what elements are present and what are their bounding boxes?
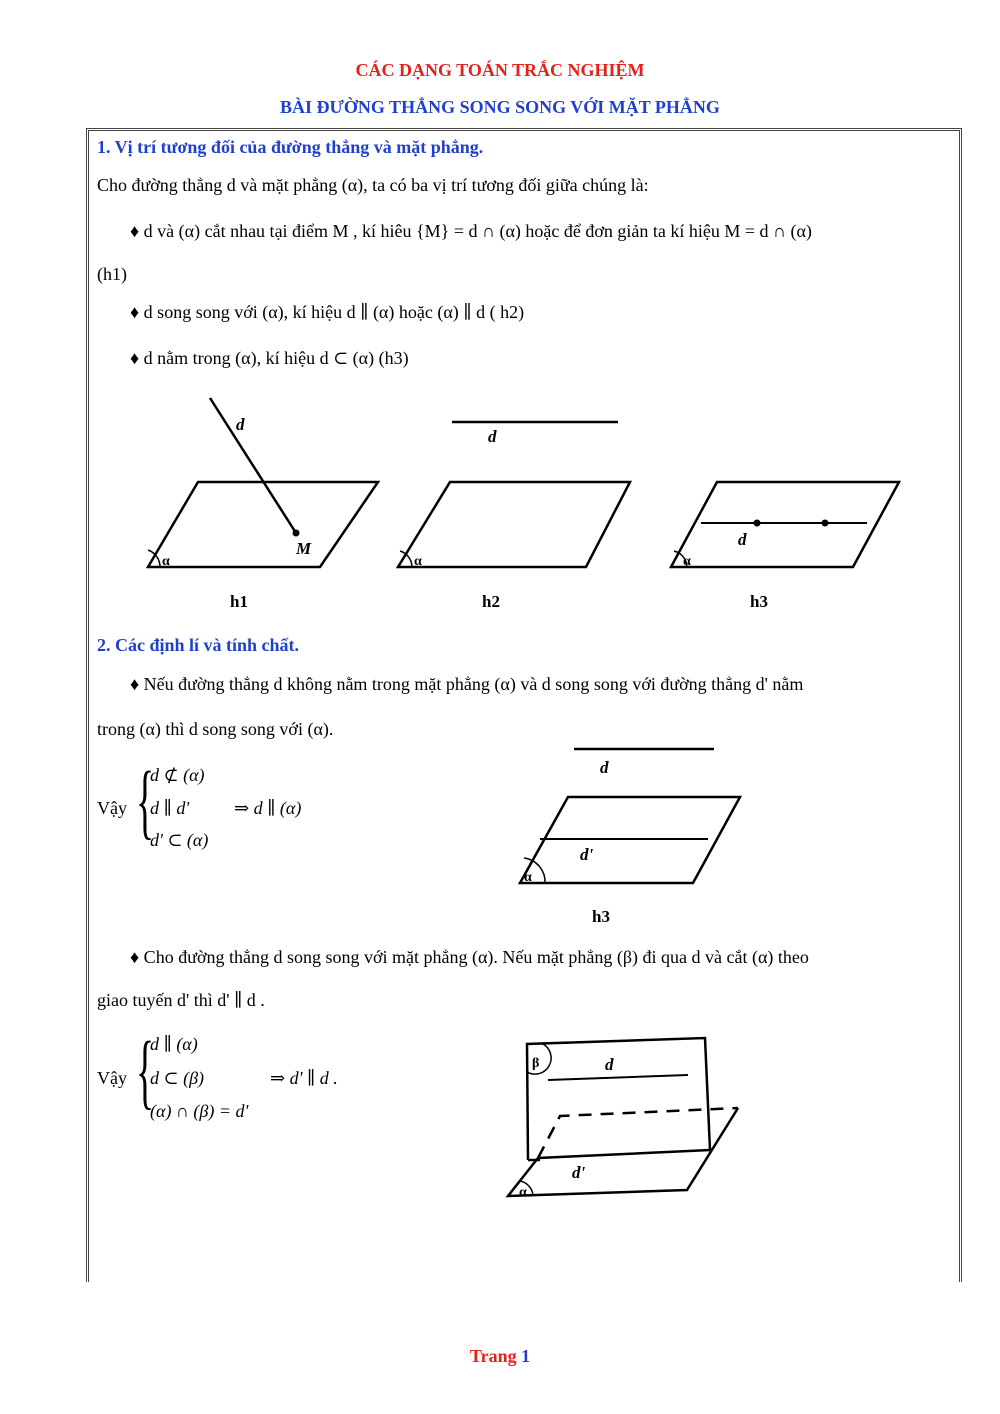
caption-fig4: h3 bbox=[592, 907, 610, 926]
label-d-fig4: d bbox=[600, 758, 609, 777]
theorem1-result: ⇒ d ∥ (α) bbox=[234, 798, 302, 818]
bullet-parallel: ♦ d song song với (α), kí hiệu d ∥ (α) hoặc (α) ∥ d ( h2) bbox=[130, 302, 525, 322]
label-d-fig5: d bbox=[605, 1055, 614, 1074]
label-alpha-fig4: α bbox=[524, 870, 532, 885]
label-alpha-fig5: α bbox=[519, 1185, 527, 1200]
figure-theorem1 bbox=[510, 740, 750, 890]
page-number: 1 bbox=[521, 1346, 531, 1366]
label-alpha-h1: α bbox=[162, 554, 170, 569]
page-subtitle: BÀI ĐƯỜNG THẲNG SONG SONG VỚI MẶT PHẲNG bbox=[280, 97, 720, 117]
page-footer bbox=[0, 1346, 1000, 1367]
bullet-intersect: ♦ d và (α) cắt nhau tại điểm M , kí hiêu {M} = d ∩ (α) hoặc để đơn giản ta kí hiệu M = d ∩ (α) bbox=[130, 221, 812, 241]
theorem1-cond-1: d ⊄ (α) bbox=[150, 765, 205, 785]
footer-label: Trang bbox=[469, 1346, 517, 1366]
figure-theorem2 bbox=[500, 1030, 750, 1205]
caption-h2: h2 bbox=[482, 592, 500, 611]
label-m-h1: M bbox=[296, 539, 312, 558]
section1-intro: Cho đường thẳng d và mặt phẳng (α), ta có ba vị trí tương đối giữa chúng là: bbox=[97, 175, 649, 195]
plane-alpha-h3 bbox=[671, 482, 899, 567]
figure-h3 bbox=[665, 472, 915, 582]
theorem2-vay: Vậy bbox=[97, 1068, 127, 1088]
theorem1-vay: Vậy bbox=[97, 798, 127, 818]
label-dprime-fig4: d' bbox=[580, 845, 594, 864]
theorem1-cond-2: d ∥ d' bbox=[150, 798, 190, 818]
label-d-h3: d bbox=[738, 530, 747, 549]
theorem2-cond-2: d ⊂ (β) bbox=[150, 1068, 205, 1088]
bullet-intersect-tail: (h1) bbox=[97, 264, 127, 284]
caption-h1: h1 bbox=[230, 592, 248, 611]
bullet-contained: ♦ d nằm trong (α), kí hiệu d ⊂ (α) (h3) bbox=[130, 348, 409, 368]
theorem2-line1: ♦ Cho đường thẳng d song song với mặt phẳng (α). Nếu mặt phẳng (β) đi qua d và cắt (α) theo bbox=[130, 947, 809, 967]
plane-alpha-h2 bbox=[398, 482, 630, 567]
theorem1-line2: trong (α) thì d song song với (α). bbox=[97, 719, 334, 739]
point-m-h1 bbox=[293, 530, 300, 537]
label-d-h2: d bbox=[488, 427, 497, 446]
figure-h2 bbox=[390, 410, 640, 590]
label-beta: β bbox=[532, 1056, 540, 1071]
theorem2-cond-1: d ∥ (α) bbox=[150, 1034, 198, 1054]
line-d-h1 bbox=[210, 398, 296, 533]
section1-heading: 1. Vị trí tương đối của đường thẳng và mặt phẳng. bbox=[97, 137, 484, 157]
theorem1-line1: ♦ Nếu đường thẳng d không nằm trong mặt phẳng (α) và d song song với đường thẳng d' nằm bbox=[130, 674, 804, 694]
plane-beta bbox=[527, 1038, 710, 1160]
label-d-h1: d bbox=[236, 415, 245, 434]
plane-alpha-h1 bbox=[148, 482, 378, 567]
label-dprime-fig5: d' bbox=[572, 1163, 586, 1182]
page-title: CÁC DẠNG TOÁN TRẮC NGHIỆM bbox=[355, 60, 645, 80]
line-d-fig5 bbox=[548, 1075, 688, 1080]
section2-heading: 2. Các định lí và tính chất. bbox=[97, 635, 300, 655]
system-brace-2: { bbox=[136, 1025, 155, 1118]
theorem2-result: ⇒ d' ∥ d . bbox=[270, 1068, 338, 1088]
label-alpha-h2: α bbox=[414, 554, 422, 569]
system-brace-1: { bbox=[136, 755, 155, 848]
caption-h3: h3 bbox=[750, 592, 768, 611]
theorem2-cond-3: (α) ∩ (β) = d' bbox=[150, 1101, 249, 1121]
label-alpha-h3: α bbox=[683, 554, 691, 569]
theorem1-cond-3: d' ⊂ (α) bbox=[150, 830, 209, 850]
figure-h1 bbox=[140, 390, 390, 590]
theorem2-line2: giao tuyến d' thì d' ∥ d . bbox=[97, 990, 265, 1010]
